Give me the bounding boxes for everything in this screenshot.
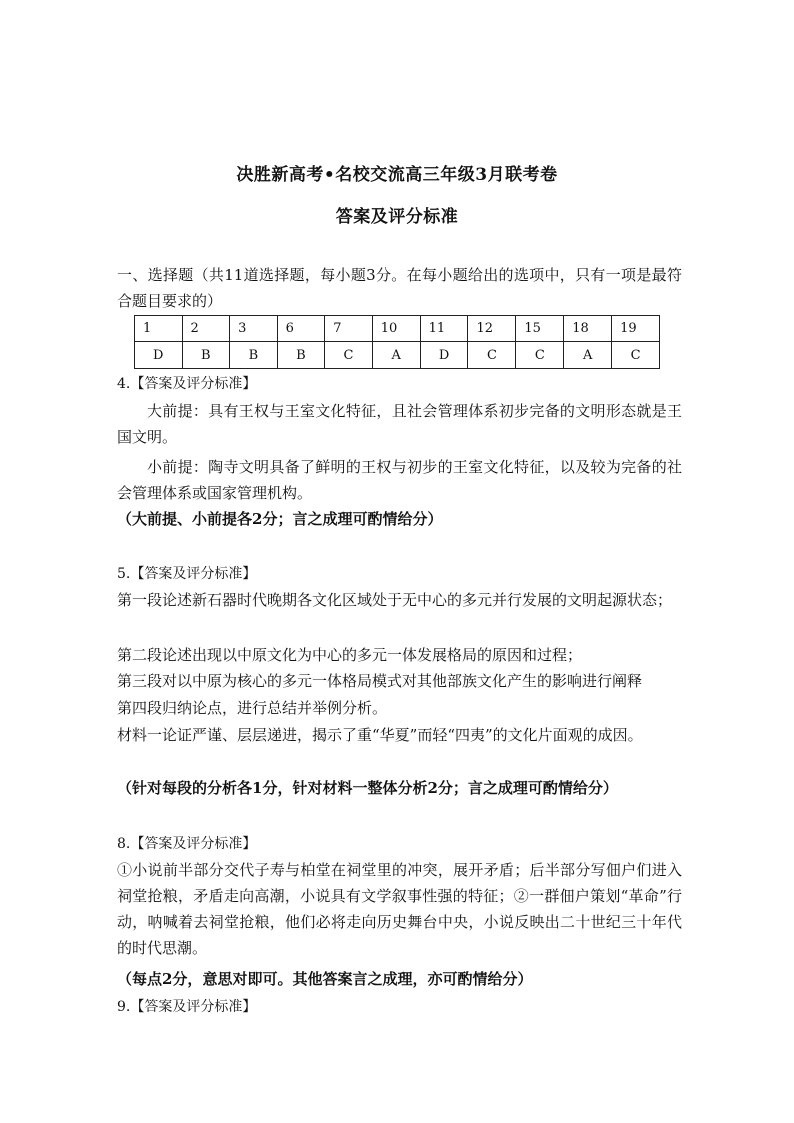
q5-paragraph-5: 材料一论证严谨、层层递进，揭示了重“华夏”而轻“四夷”的文化片面观的成因。 bbox=[117, 726, 643, 744]
q5-paragraph-3: 第三段对以中原为核心的多元一体格局模式对其他部族文化产生的影响进行阐释 bbox=[117, 672, 643, 690]
answer-cell: C bbox=[468, 342, 516, 369]
question-number: 19 bbox=[612, 316, 660, 342]
page-subtitle: 答案及评分标准 bbox=[335, 207, 459, 227]
answer-table bbox=[134, 315, 660, 369]
answer-cell: C bbox=[325, 342, 373, 369]
answer-cell: A bbox=[372, 342, 420, 369]
section1-intro: 一、选择题（共11道选择题，每小题3分。在每小题给出的选项中，只有一项是最符合题目要求的） bbox=[117, 266, 682, 310]
question-number: 12 bbox=[468, 316, 516, 342]
q5-heading: 5.【答案及评分标准】 bbox=[117, 566, 257, 582]
answer-row bbox=[135, 342, 660, 369]
question-number: 11 bbox=[420, 316, 468, 342]
q4-major-premise: 大前提：具有王权与王室文化特征，且社会管理体系初步完备的文明形态就是王国文明。 bbox=[117, 402, 682, 446]
q8-heading: 8.【答案及评分标准】 bbox=[117, 836, 257, 852]
question-number: 18 bbox=[564, 316, 612, 342]
question-number: 6 bbox=[277, 316, 325, 342]
answer-cell: D bbox=[135, 342, 183, 369]
answer-cell: A bbox=[564, 342, 612, 369]
page-title: 决胜新高考•名校交流高三年级3月联考卷 bbox=[236, 165, 558, 185]
answer-cell: B bbox=[230, 342, 278, 369]
answer-cell: C bbox=[612, 342, 660, 369]
answer-cell: C bbox=[516, 342, 564, 369]
question-number-row bbox=[135, 316, 660, 342]
answer-cell: D bbox=[420, 342, 468, 369]
q4-heading: 4.【答案及评分标准】 bbox=[117, 376, 257, 392]
q4-scoring-note: （大前提、小前提各2分；言之成理可酌情给分） bbox=[117, 510, 443, 528]
answer-cell: B bbox=[277, 342, 325, 369]
q8-answer: ①小说前半部分交代子寿与柏堂在祠堂里的冲突，展开矛盾；后半部分写佃户们进入祠堂抢粮，矛盾走向高潮，小说具有文学叙事性强的特征；②一群佃户策划“革命”行动，呐喊着去祠堂抢粮，他们必将走向历史舞台中央，小说反映出二十世纪三十年代的时代思潮。 bbox=[117, 861, 682, 957]
q5-paragraph-2: 第二段论述出现以中原文化为中心的多元一体发展格局的原因和过程； bbox=[117, 646, 583, 664]
q5-paragraph-1: 第一段论述新石器时代晚期各文化区域处于无中心的多元并行发展的文明起源状态； bbox=[117, 591, 673, 609]
q8-scoring-note: （每点2分，意思对即可。其他答案言之成理，亦可酌情给分） bbox=[117, 970, 533, 988]
question-number: 15 bbox=[516, 316, 564, 342]
answer-cell: B bbox=[182, 342, 230, 369]
question-number: 3 bbox=[230, 316, 278, 342]
q9-heading: 9.【答案及评分标准】 bbox=[117, 999, 257, 1015]
q4-minor-premise: 小前提：陶寺文明具备了鲜明的王权与初步的王室文化特征，以及较为完备的社会管理体系或国家管理机构。 bbox=[117, 458, 682, 502]
q5-scoring-note: （针对每段的分析各1分，针对材料一整体分析2分；言之成理可酌情给分） bbox=[117, 779, 618, 797]
q5-paragraph-4: 第四段归纳论点，进行总结并举例分析。 bbox=[117, 699, 388, 717]
question-number: 7 bbox=[325, 316, 373, 342]
question-number: 2 bbox=[182, 316, 230, 342]
question-number: 1 bbox=[135, 316, 183, 342]
question-number: 10 bbox=[372, 316, 420, 342]
